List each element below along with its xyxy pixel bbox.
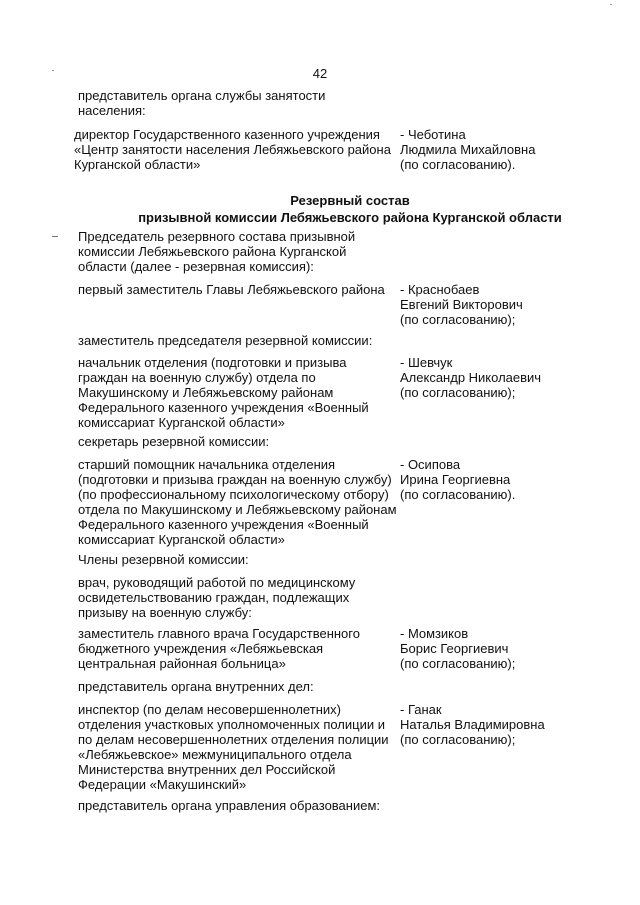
department-head-role: начальник отделения (подготовки и призыва граждан на военную службу) отдела по Макушинскому и Лебяжьевскому районам Федерального казенного учреждения «Военный комиссариат Курганской области» — [78, 355, 369, 430]
members-label: Члены резервной комиссии: — [78, 552, 249, 567]
employment-center-director: директор Государственного казенного учреждения «Центр занятости населения Лебяжьевского района Курганской области» — [74, 127, 391, 172]
secretary-label: секретарь резервной комиссии: — [78, 434, 270, 449]
scan-speck — [52, 70, 54, 71]
person-osipova: - Осипова Ирина Георгиевна (по согласованию). — [400, 457, 516, 502]
first-deputy-head-role: первый заместитель Главы Лебяжьевского района — [78, 282, 385, 297]
person-momzikov: - Момзиков Борис Георгиевич (по согласованию); — [400, 626, 516, 671]
doctor-label: врач, руководящий работой по медицинскому освидетельствованию граждан, подлежащих призыву на военную службу: — [78, 575, 356, 620]
chairman-label: Председатель резервного состава призывной комиссии Лебяжьевского района Курганской области (далее - резервная комиссия): — [78, 229, 356, 274]
education-authority-label: представитель органа управления образованием: — [78, 798, 381, 813]
margin-mark — [52, 236, 58, 237]
person-ganak: - Ганак Наталья Владимировна (по согласованию); — [400, 702, 545, 747]
person-shevchuk: - Шевчук Александр Николаевич (по согласованию); — [400, 355, 542, 400]
representative-employment-label: представитель органа службы занятости населения: — [78, 88, 326, 118]
section-heading-reserve: Резервный состав призывной комиссии Лебяжьевского района Курганской области — [138, 193, 562, 225]
person-chebotina: - Чеботина Людмила Михайловна (по согласованию). — [400, 127, 536, 172]
deputy-chief-doctor-role: заместитель главного врача Государственного бюджетного учреждения «Лебяжьевская центральная районная больница» — [78, 626, 360, 671]
juvenile-inspector-role: инспектор (по делам несовершеннолетних) отделения участковых уполномоченных полиции и по делам несовершеннолетних отделения полиции «Лебяжьевское» межмуниципального отдела Министерства внутренних дел Российской Федерации «Макушинский» — [78, 702, 389, 792]
scan-speck — [610, 4, 612, 5]
deputy-chairman-label: заместитель председателя резервной комиссии: — [78, 333, 373, 348]
page-number: 42 — [312, 66, 328, 81]
senior-assistant-role: старший помощник начальника отделения (подготовки и призыва граждан на военную службу) (по профессиональному психологическому отбору) отдела по Макушинскому и Лебяжьевскому районам Федерального казенного учреждения «Военный комиссариат Курганской области» — [78, 457, 397, 547]
person-krasnobaev: - Краснобаев Евгений Викторович (по согласованию); — [400, 282, 523, 327]
internal-affairs-label: представитель органа внутренних дел: — [78, 679, 314, 694]
